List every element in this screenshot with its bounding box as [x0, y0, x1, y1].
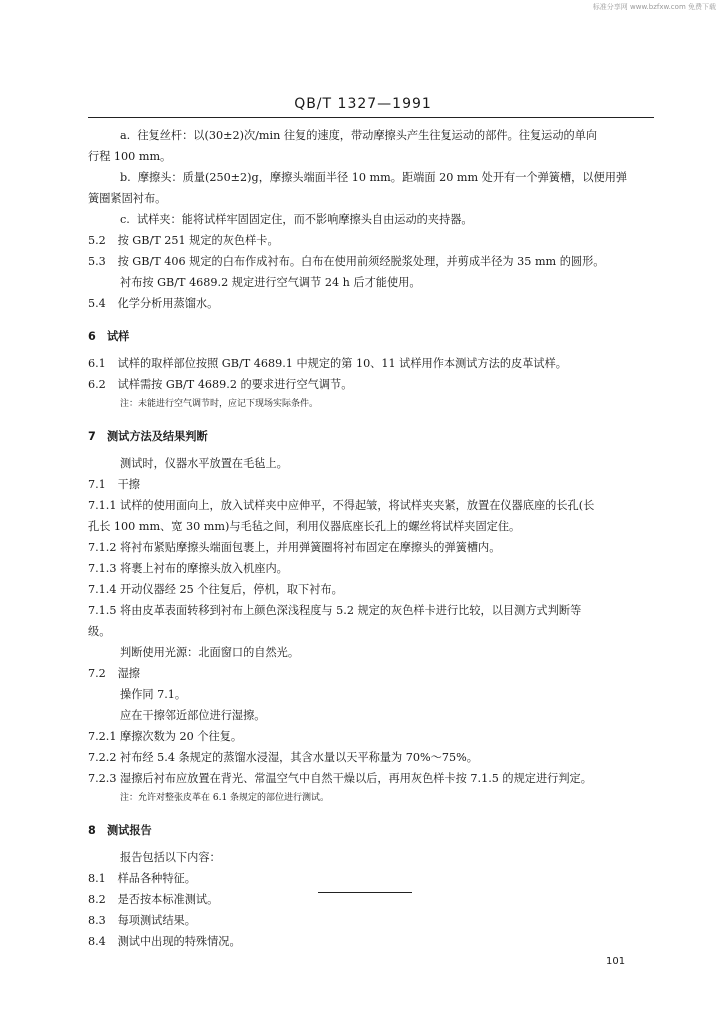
clause-number: 8.1 [88, 872, 106, 885]
clause-text: 化学分析用蒸馏水。 [117, 297, 219, 310]
clause-text: 将衬布紧贴摩擦头端面包裹上，并用弹簧圈将衬布固定在摩擦头的弹簧槽内。 [120, 541, 501, 554]
clause-text: 干擦 [117, 478, 140, 491]
clause-number: 5.4 [88, 297, 106, 310]
clause-5-2 [88, 230, 658, 251]
header-rule [88, 117, 654, 118]
clause-number: 6.1 [88, 357, 106, 370]
clause-text: 将由皮革表面转移到衬布上颜色深浅程度与 5.2 规定的灰色样卡进行比较，以目测方式判断等 [120, 604, 582, 617]
clause-number: 7.1.3 [88, 562, 117, 575]
clause-text: 按 GB/T 251 规定的灰色样卡。 [117, 234, 279, 247]
section-heading-6: 6 试样 [88, 330, 130, 343]
item-label: b. [120, 171, 131, 184]
note-2: 注：允许对整张皮革在 6.1 条规定的部位进行测试。 [120, 793, 330, 803]
clause-7-2-3 [88, 768, 658, 789]
clause-5-3 [88, 251, 658, 272]
clause-number: 7.1.2 [88, 541, 117, 554]
clause-number: 8.2 [88, 893, 106, 906]
clause-number: 7.2 [88, 667, 106, 680]
clause-text: 开动仪器经 25 个往复后，停机，取下衬布。 [120, 583, 343, 596]
clause-text: 将裹上衬布的摩擦头放入机座内。 [120, 562, 288, 575]
item-a [88, 125, 658, 146]
clause-text: 试样需按 GB/T 4689.2 的要求进行空气调节。 [117, 378, 353, 391]
item-c [88, 209, 658, 230]
item-text: 摩擦头：质量(250±2)g，摩擦头端面半径 10 mm。距端面 20 mm 处开有一个弹簧槽，以便用弹 [137, 171, 628, 184]
clause-text: 衬布经 5.4 条规定的蒸馏水浸湿，其含水量以天平称量为 70%～75%。 [120, 751, 478, 764]
clause-number: 7.2.2 [88, 751, 117, 764]
clause-text: 试样的使用面向上，放入试样夹中应伸平，不得起皱，将试样夹夹紧，放置在仪器底座的长孔(长 [120, 499, 595, 512]
watermark: 标准分享网 www.bzfxw.com 免费下载 [592, 3, 716, 11]
clause-7-1-1-cont: 孔长 100 mm、宽 30 mm)与毛毡之间，利用仪器底座长孔上的螺丝将试样夹固定住。 [88, 520, 521, 533]
item-label: c. [120, 213, 130, 226]
para-7-2a: 操作同 7.1。 [120, 688, 187, 701]
clause-6-1 [88, 353, 658, 374]
para-7-intro: 测试时，仪器水平放置在毛毡上。 [120, 457, 288, 470]
clause-number: 8.3 [88, 914, 106, 927]
clause-number: 6.2 [88, 378, 106, 391]
item-text: 试样夹：能将试样牢固固定住，而不影响摩擦头自由运动的夹持器。 [136, 213, 473, 226]
clause-number: 7.1.5 [88, 604, 117, 617]
clause-text: 是否按本标准测试。 [117, 893, 219, 906]
clause-7-1-2 [88, 537, 658, 558]
clause-7-2-2 [88, 747, 658, 768]
item-a-cont: 行程 100 mm。 [88, 150, 172, 163]
document-body [88, 125, 658, 952]
clause-text: 湿擦后衬布应放置在背光、常温空气中自然干燥以后，再用灰色样卡按 7.1.5 的规定进行判定。 [120, 772, 592, 785]
item-text: 往复丝杆：以(30±2)次/min 往复的速度，带动摩擦头产生往复运动的部件。往复运动的单向 [137, 129, 598, 142]
clause-8-1 [88, 868, 658, 889]
section-heading-7: 7 测试方法及结果判断 [88, 430, 208, 443]
clause-number: 7.2.3 [88, 772, 117, 785]
item-label: a. [120, 129, 131, 142]
clause-text: 摩擦次数为 20 个往复。 [120, 730, 243, 743]
clause-text: 每项测试结果。 [117, 914, 196, 927]
clause-8-3 [88, 910, 658, 931]
clause-number: 7.1.4 [88, 583, 117, 596]
clause-number: 5.2 [88, 234, 106, 247]
clause-7-1-4 [88, 579, 658, 600]
clause-7-1-5 [88, 600, 658, 621]
item-b-cont: 簧圈紧固衬布。 [88, 192, 167, 205]
clause-number: 7.1 [88, 478, 106, 491]
clause-number: 5.3 [88, 255, 106, 268]
para-7-2b: 应在干擦邻近部位进行湿擦。 [120, 709, 266, 722]
clause-text: 样品各种特征。 [117, 872, 196, 885]
clause-7-1 [88, 474, 658, 495]
clause-7-1-5-cont: 级。 [88, 625, 111, 638]
para-light-source: 判断使用光源：北面窗口的自然光。 [120, 646, 300, 659]
clause-5-4 [88, 293, 658, 314]
item-b [88, 167, 658, 188]
standard-header: QB/T 1327—1991 [294, 96, 432, 112]
section-heading-8: 8 测试报告 [88, 824, 152, 837]
clause-8-4 [88, 931, 658, 952]
clause-number: 8.4 [88, 935, 106, 948]
para-8-intro: 报告包括以下内容： [120, 851, 221, 864]
clause-text: 湿擦 [117, 667, 140, 680]
clause-7-2-1 [88, 726, 658, 747]
clause-7-1-3 [88, 558, 658, 579]
clause-text: 试样的取样部位按照 GB/T 4689.1 中规定的第 10、11 试样用作本测试方法的皮革试样。 [117, 357, 567, 370]
clause-7-2 [88, 663, 658, 684]
note-1: 注：未能进行空气调节时，应记下现场实际条件。 [120, 399, 319, 409]
clause-text: 测试中出现的特殊情况。 [117, 935, 241, 948]
clause-number: 7.2.1 [88, 730, 117, 743]
clause-7-1-1 [88, 495, 658, 516]
page-number: 101 [606, 956, 626, 967]
clause-5-3-cont: 衬布按 GB/T 4689.2 规定进行空气调节 24 h 后才能使用。 [120, 276, 421, 289]
clause-number: 7.1.1 [88, 499, 117, 512]
end-rule [318, 892, 412, 893]
clause-6-2 [88, 374, 658, 395]
clause-text: 按 GB/T 406 规定的白布作成衬布。白布在使用前须经脱浆处理，并剪成半径为 35 mm 的圆形。 [117, 255, 605, 268]
